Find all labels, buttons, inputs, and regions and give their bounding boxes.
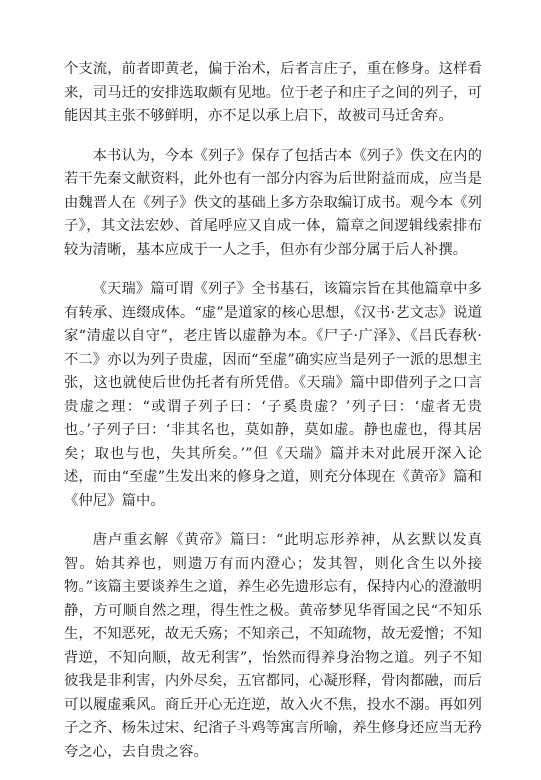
paragraph-2: 本书认为，今本《列子》保存了包括古本《列子》佚文在内的若干先秦文献资料，此外也有一部分内容为后世附益而成，应当是由魏晋人在《列子》佚文的基础上多方杂取编订成书。观今本《列子》，其文法宏妙、首尾呼应又自成一体，篇章之间逻辑线索排布较为清晰，基本应成于一人之手，但亦有少部分属于后人补撰。 — [64, 147, 482, 258]
paragraph-4: 唐卢重玄解《黄帝》篇曰：“此明忘形养神，从玄默以发真智。始其养也，则遗万有而内澄心；发其智，则化含生以外接物。”该篇主要谈养生之道，养生必先遗形忘有，保持内心的澄澈明静，方可顺自然之理，得生性之极。黄帝梦见华胥国之民“不知乐生，不知恶死，故无夭殇；不知亲己，不知疏物，故无爱憎；不知背逆，不知向顺，故无利害”，怡然而得养身治物之道。列子不知彼我是非利害，内外尽矣，五官都同，心凝形释，骨肉都融，而后可以履虚乘风。商丘开心无迕逆，故入火不焦，投水不溺。再如列子之齐、杨朱过宋、纪渻子斗鸡等寓言所喻，养生修身还应当无矜夸之心，去自贵之容。 — [64, 532, 482, 760]
document-page — [64, 58, 482, 780]
paragraph-3: 《天瑞》篇可谓《列子》全书基石，该篇宗旨在其他篇章中多有转承、连缀成体。“虚”是道家的核心思想，《汉书·艺文志》说道家“清虚以自守”，老庄皆以虚静为本。《尸子·广泽》、《吕氏春秋·不二》亦以为列子贵虚，因而“至虚”确实应当是列子一派的思想主张，这也就使后世伪托者有所凭借。《天瑞》篇中即借列子之口言贵虚之理：“或谓子列子曰：‘子奚贵虚？’列子曰：‘虚者无贵也。’子列子曰：‘非其名也，莫如静，莫如虚。静也虚也，得其居矣；取也与也，失其所矣。’”但《天瑞》篇并未对此展开深入论述，而由“至虚”生发出来的修身之道，则充分体现在《黄帝》篇和《仲尼》篇中。 — [64, 281, 482, 509]
paragraph-1: 个支流，前者即黄老，偏于治术，后者言庄子，重在修身。这样看来，司马迁的安排选取颇有见地。位于老子和庄子之间的列子，可能因其主张不够鲜明，亦不足以承上启下，故被司马迁舍弃。 — [64, 61, 482, 124]
